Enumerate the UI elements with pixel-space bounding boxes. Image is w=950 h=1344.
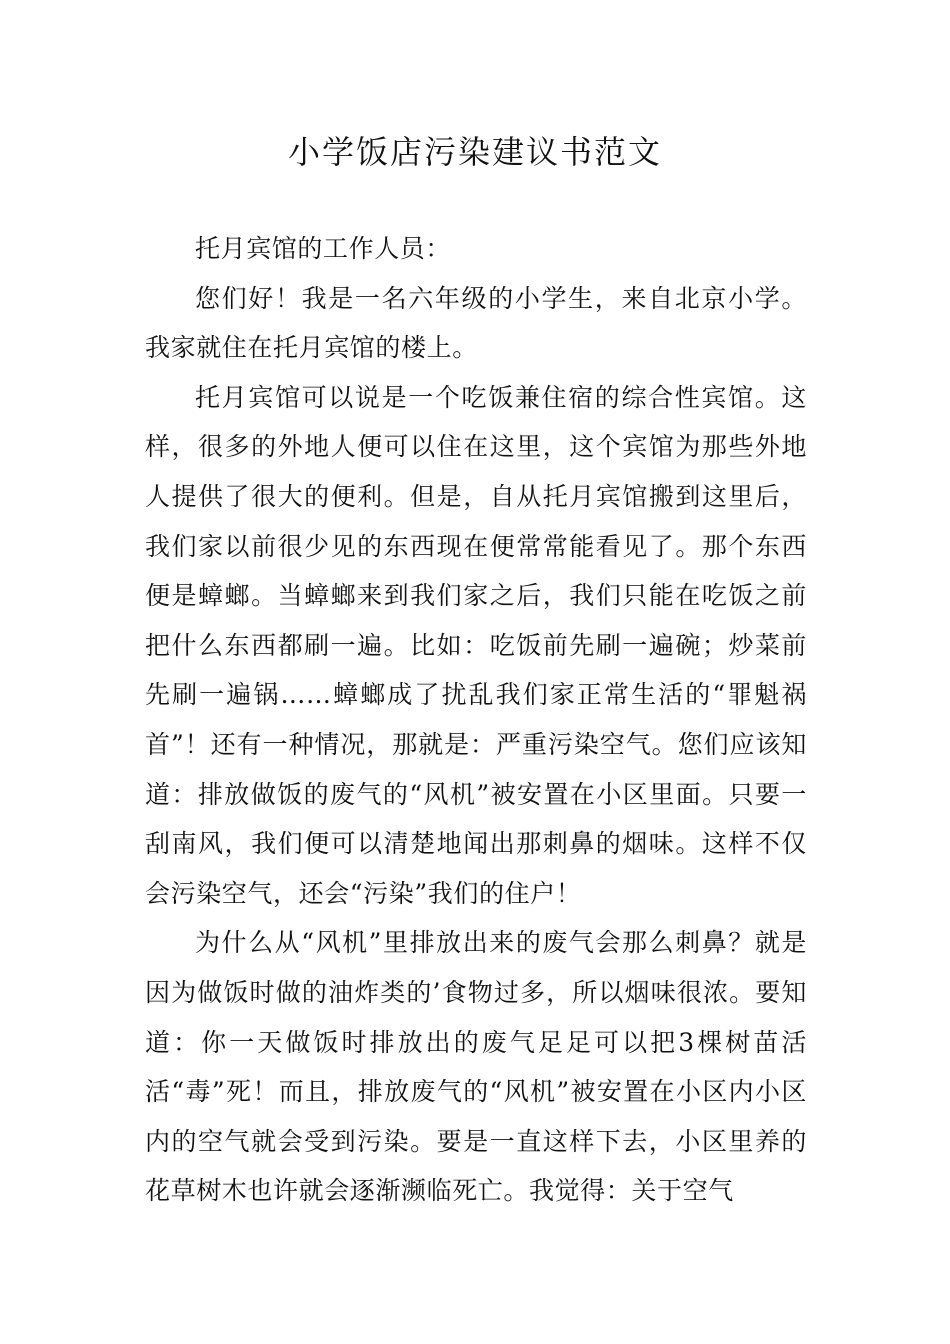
paragraph-reason: 为什么从“风机”里排放出来的废气会那么刺鼻？就是因为做饭时做的油炸类的’食物过多，所以烟味很浓。要知道：你一天做饭时排放出的废气足足可以把3棵树苗活活“毒”死！而且，排放废气的“风机”被安置在小区内小区内的空气就会受到污染。要是一直这样下去，小区里养的花草树木也许就会逐渐濒临死亡。我觉得：关于空气 xyxy=(145,928,807,1206)
document-body xyxy=(145,224,807,1216)
document-title: 小学饭店污染建议书范文 xyxy=(287,133,662,171)
salutation: 托月宾馆的工作人员： xyxy=(195,234,452,263)
paragraph-problem: 托月宾馆可以说是一个吃饭兼住宿的综合性宾馆。这样，很多的外地人便可以住在这里，这个宾馆为那些外地人提供了很大的便利。但是，自从托月宾馆搬到这里后，我们家以前很少见的东西现在便常常能看见了。那个东西便是蟑螂。当蟑螂来到我们家之后，我们只能在吃饭之前把什么东西都刷一遍。比如：吃饭前先刷一遍碗；炒菜前先刷一遍锅……蟑螂成了扰乱我们家正常生活的“罪魁祸首”！还有一种情况，那就是：严重污染空气。您们应该知道：排放做饭的废气的“风机”被安置在小区里面。只要一刮南风，我们便可以清楚地闻出那刺鼻的烟味。这样不仅会污染空气，还会“污染”我们的住户！ xyxy=(145,382,807,908)
paragraph-greeting: 您们好！我是一名六年级的小学生，来自北京小学。我家就住在托月宾馆的楼上。 xyxy=(145,283,807,363)
